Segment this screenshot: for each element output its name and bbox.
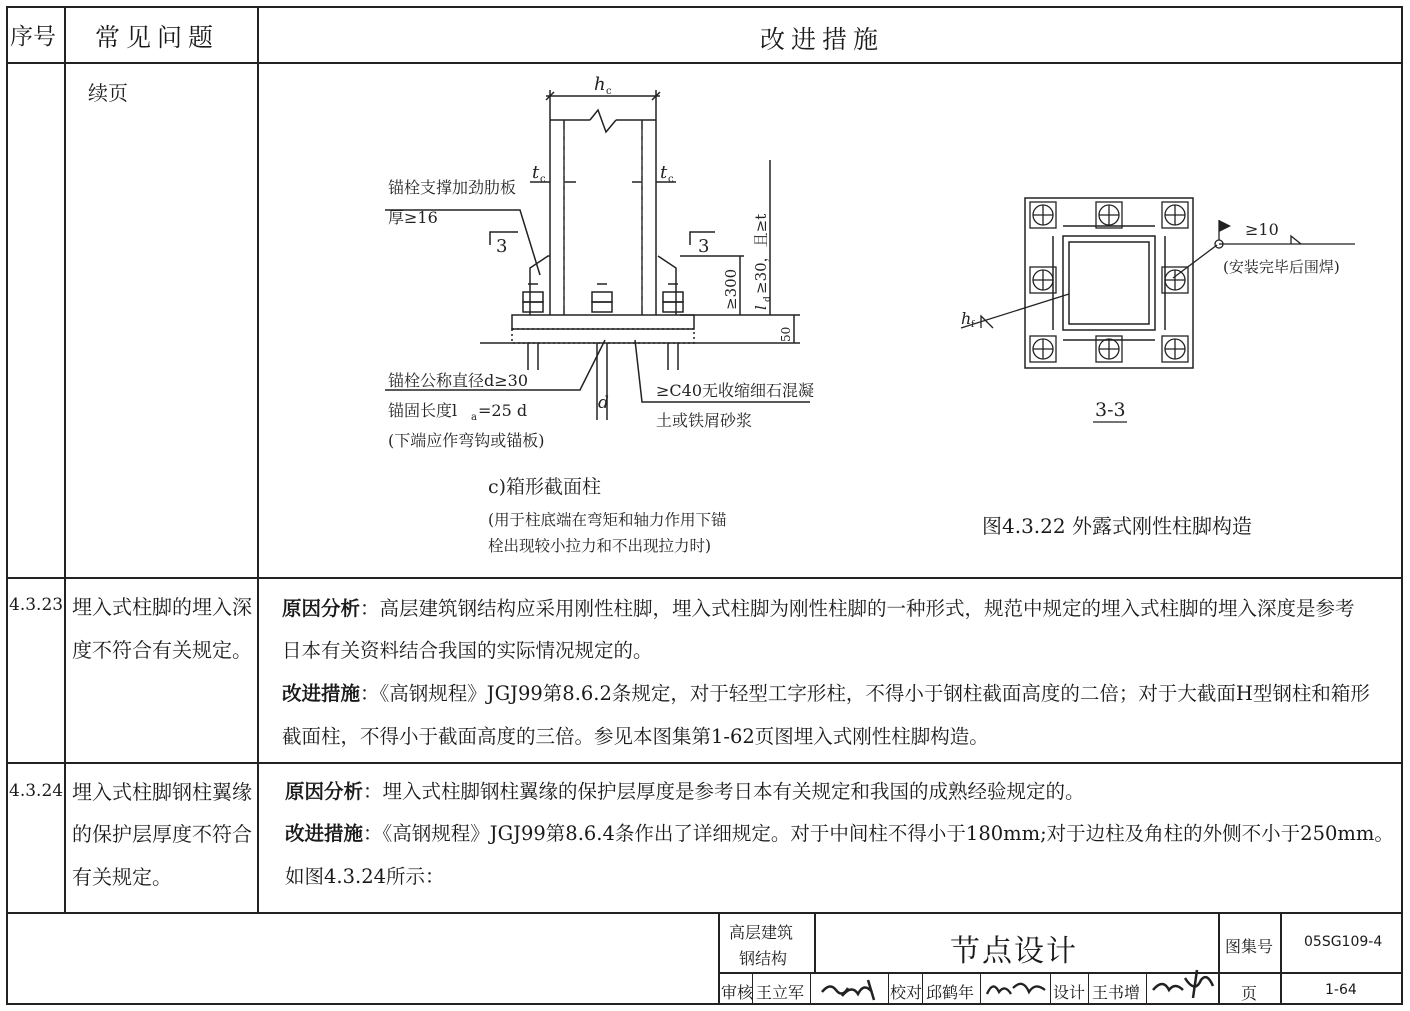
header-measure: 改进措施 <box>760 25 885 54</box>
tb-s3 <box>888 973 889 1004</box>
dim-d: d <box>598 393 609 413</box>
tb-v2 <box>814 912 816 972</box>
row2-reason-line-2: 日本有关资料结合我国的实际情况规定的。 <box>282 639 653 662</box>
tb-designer: 王书增 <box>1092 983 1141 1002</box>
row3-problem-2: 的保护层厚度不符合 <box>72 822 252 846</box>
label-bolt-diameter: 锚栓公称直径d≥30 <box>388 371 529 390</box>
row2-reason-label: 原因分析 <box>282 597 361 620</box>
dim-tc-left-sub: c <box>540 174 546 185</box>
tb-s6 <box>1050 973 1051 1004</box>
tb-page-label: 页 <box>1241 984 1258 1003</box>
row3-improve-line-1 <box>285 813 1394 855</box>
tb-page-number: 1-64 <box>1325 982 1357 998</box>
header-no: 序号 <box>10 24 56 50</box>
tb-title: 节点设计 <box>950 934 1078 969</box>
tb-v3 <box>1218 912 1220 1004</box>
weld-hf-sub: f <box>971 320 975 330</box>
tb-s5 <box>980 973 981 1004</box>
dim-ld: l <box>752 305 770 310</box>
figure-title: 图4.3.22 外露式刚性柱脚构造 <box>982 514 1252 538</box>
figure-c-note-2: 栓出现较小拉力和不出现拉力时) <box>488 537 712 555</box>
tb-checker-signature <box>983 974 1049 1002</box>
label-rib: 锚栓支撑加劲肋板 <box>388 178 517 197</box>
tb-category-2: 钢结构 <box>739 949 788 968</box>
tb-reviewer: 王立军 <box>756 983 805 1002</box>
label-grout-1: ≥C40无收缩细石混凝 <box>656 381 815 400</box>
frame-bottom <box>6 1003 1403 1005</box>
label-anchor-note: (下端应作弯钩或锚板) <box>388 431 545 450</box>
frame-left <box>6 6 8 1005</box>
dim-ld-tail: ≥30，且≥t <box>752 213 770 294</box>
tb-checker: 邱鹤年 <box>926 983 975 1002</box>
section-label: 3-3 <box>1095 399 1126 421</box>
row2-reason-text-1: ：高层建筑钢结构应采用刚性柱脚，埋入式柱脚为刚性柱脚的一种形式，规范中规定的埋入式柱脚的埋入深度是参考 <box>360 597 1355 620</box>
tb-v4 <box>1280 912 1282 1004</box>
dim-tc-left: t <box>532 162 540 183</box>
tb-s4 <box>922 973 923 1004</box>
dim-50: 50 <box>779 326 793 342</box>
figure-c-note-1: (用于柱底端在弯矩和轴力作用下锚 <box>488 511 727 529</box>
tb-v1 <box>718 912 720 1004</box>
col-line-2 <box>257 6 259 913</box>
label-anchor-length: 锚固长度l <box>388 401 458 420</box>
row1-problem: 续页 <box>88 81 128 105</box>
row3-improve-label: 改进措施 <box>285 822 364 845</box>
tb-design-label: 设计 <box>1053 983 1086 1002</box>
row3-improve-text-1: ：《高钢规程》JGJ99第8.6.4条作出了详细规定。对于中间柱不得小于180mm;对于边柱及角柱的外侧不小于250mm。 <box>363 822 1394 845</box>
section-mark-right: 3 <box>698 236 710 257</box>
label-anchor-length-tail: =25 d <box>478 401 528 420</box>
row1-bottom-line <box>6 577 1403 579</box>
section-mark-left: 3 <box>496 236 508 257</box>
row3-reason-label: 原因分析 <box>285 780 364 803</box>
header-problem: 常见问题 <box>95 23 220 52</box>
col-line-1 <box>64 6 66 913</box>
header-bottom-line <box>6 62 1403 64</box>
label-grout-2: 土或铁屑砂浆 <box>656 411 753 430</box>
frame-top <box>6 6 1403 8</box>
row3-bottom-line <box>6 912 1403 914</box>
row3-improve-line-2: 如图4.3.24所示： <box>285 865 445 888</box>
row2-improve-text-1: ：《高钢规程》JGJ99第8.6.2条规定，对于轻型工字形柱，不得小于钢柱截面高度的二倍；对于大截面H型钢柱和箱形 <box>360 682 1370 705</box>
row2-problem-1: 埋入式柱脚的埋入深 <box>72 595 252 619</box>
tb-designer-signature <box>1149 968 1217 1002</box>
label-anchor-length-sub: a <box>471 412 477 423</box>
row2-improve-line-1 <box>282 673 1370 715</box>
row2-bottom-line <box>6 762 1403 764</box>
figure-box-column-base <box>380 70 840 570</box>
weld-size: ≥10 <box>1245 220 1279 239</box>
dim-tc-right-sub: c <box>668 174 674 185</box>
row2-number: 4.3.23 <box>9 595 64 615</box>
dim-300: ≥300 <box>722 268 740 310</box>
label-rib-thickness: 厚≥16 <box>388 208 438 227</box>
tb-reviewer-signature <box>818 974 886 1002</box>
dim-tc-right: t <box>660 162 668 183</box>
weld-note: (安装完毕后围焊) <box>1223 258 1340 276</box>
tb-s7 <box>1088 973 1089 1004</box>
row3-number: 4.3.24 <box>9 781 64 801</box>
tb-s2 <box>810 973 811 1004</box>
frame-right <box>1401 6 1403 1005</box>
dim-hc-sub: c <box>606 86 612 97</box>
tb-s8 <box>1146 973 1147 1004</box>
row3-problem-1: 埋入式柱脚钢柱翼缘 <box>72 780 252 804</box>
tb-atlas-number: 05SG109-4 <box>1304 934 1383 950</box>
row2-improve-label: 改进措施 <box>282 682 361 705</box>
figure-section-3-3 <box>955 190 1365 435</box>
tb-category-1: 高层建筑 <box>729 923 794 942</box>
row2-improve-line-2: 截面柱，不得小于截面高度的三倍。参见本图集第1-62页图埋入式刚性柱脚构造。 <box>282 725 989 748</box>
tb-review-label: 审核 <box>721 983 754 1002</box>
tb-atlas-label: 图集号 <box>1225 937 1274 956</box>
weld-hf: h <box>961 309 972 328</box>
row3-problem-3: 有关规定。 <box>72 865 172 889</box>
tb-check-label: 校对 <box>890 983 923 1002</box>
row2-problem-2: 度不符合有关规定。 <box>72 638 252 662</box>
dim-hc: h <box>594 74 606 95</box>
row2-reason-line-1 <box>282 588 1355 630</box>
row3-reason-text-1: ：埋入式柱脚钢柱翼缘的保护层厚度是参考日本有关规定和我国的成熟经验规定的。 <box>363 780 1085 803</box>
figure-c-caption: c)箱形截面柱 <box>488 476 602 498</box>
row3-reason-line-1 <box>285 771 1085 813</box>
dim-ld-sub: d <box>763 296 773 302</box>
